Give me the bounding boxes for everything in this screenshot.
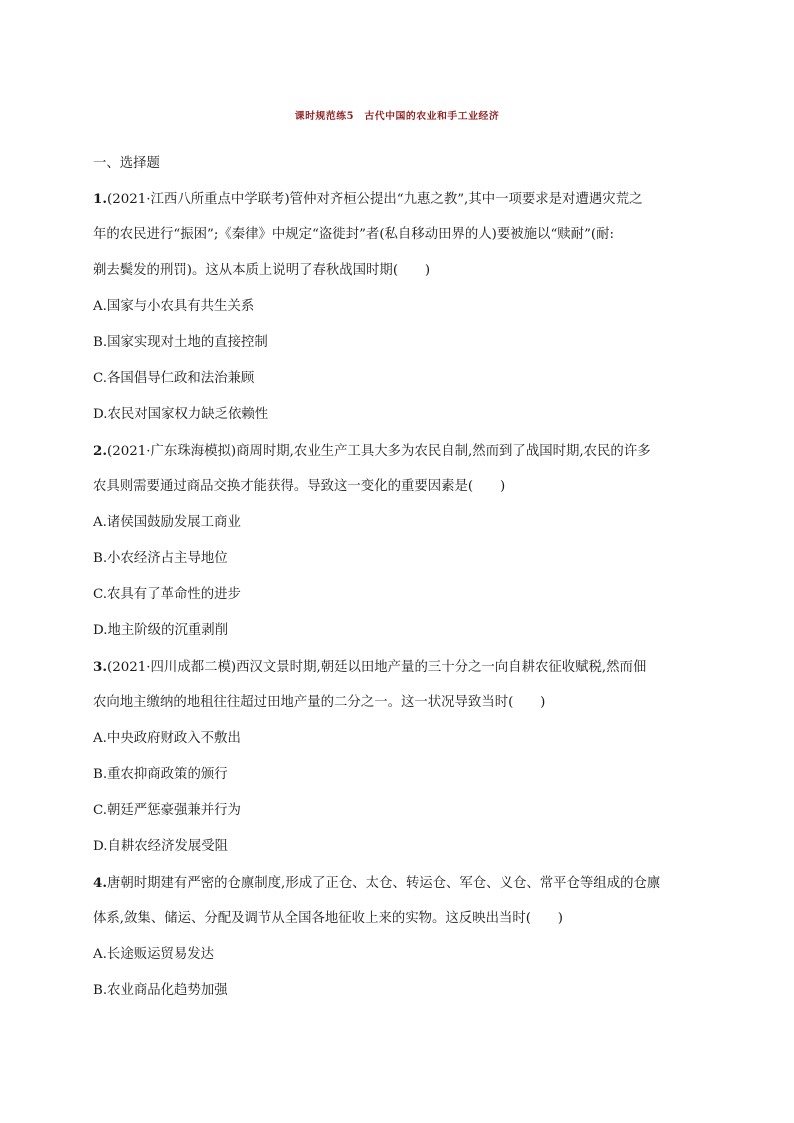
question-4-option-b: B.农业商品化趋势加强 bbox=[93, 983, 228, 998]
question-1-option-b: B.国家实现对土地的直接控制 bbox=[93, 335, 268, 350]
section-heading: 一、选择题 bbox=[93, 156, 160, 171]
question-1-line-2: 年的农民进行“振困”;《秦律》中规定“盗徙封”者(私自移动田界的人)要被施以“赎耐”(耐: bbox=[93, 227, 615, 242]
question-1-option-a: A.国家与小农具有共生关系 bbox=[93, 299, 255, 314]
question-1-option-d: D.农民对国家权力缺乏依赖性 bbox=[93, 407, 269, 422]
question-3-option-d: D.自耕农经济发展受阻 bbox=[93, 839, 229, 854]
document-title: 课时规范练5 古代中国的农业和手工业经济 bbox=[294, 111, 500, 122]
question-number: 1. bbox=[93, 191, 107, 207]
question-text: (2021·四川成都二模)西汉文景时期,朝廷以田地产量的三十分之一向自耕农征收赋税,然而佃 bbox=[106, 660, 647, 675]
question-2-option-b: B.小农经济占主导地位 bbox=[93, 551, 228, 566]
question-1-option-c: C.各国倡导仁政和法治兼顾 bbox=[93, 371, 255, 386]
question-3-option-b: B.重农抑商政策的颁行 bbox=[93, 767, 228, 782]
question-2-option-c: C.农具有了革命性的进步 bbox=[93, 587, 241, 602]
question-2-line-2: 农具则需要通过商品交换才能获得。导致这一变化的重要因素是( ) bbox=[93, 479, 506, 494]
question-1-line-3: 剃去鬓发的刑罚)。这从本质上说明了春秋战国时期( ) bbox=[93, 263, 431, 278]
question-4-line-2: 体系,敛集、储运、分配及调节从全国各地征收上来的实物。这反映出当时( ) bbox=[93, 911, 563, 926]
question-2-line-1 bbox=[93, 441, 651, 462]
question-3-line-1 bbox=[93, 657, 646, 678]
question-text: 唐朝时期建有严密的仓廪制度,形成了正仓、太仓、转运仓、军仓、义仓、常平仓等组成的仓廪 bbox=[106, 876, 661, 891]
question-1-line-1 bbox=[93, 189, 642, 210]
question-text: (2021·江西八所重点中学联考)管仲对齐桓公提出“九惠之教”,其中一项要求是对遭遇灾荒之 bbox=[106, 192, 643, 207]
question-number: 4. bbox=[93, 875, 107, 891]
question-number: 3. bbox=[93, 659, 107, 675]
question-3-option-a: A.中央政府财政入不敷出 bbox=[93, 731, 241, 746]
question-number: 2. bbox=[93, 443, 107, 459]
question-text: (2021·广东珠海模拟)商周时期,农业生产工具大多为农民自制,然而到了战国时期,农民的许多 bbox=[106, 444, 651, 459]
question-3-line-2: 农向地主缴纳的地租往往超过田地产量的二分之一。这一状况导致当时( ) bbox=[93, 695, 546, 710]
question-4-line-1 bbox=[93, 873, 660, 894]
question-3-option-c: C.朝廷严惩豪强兼并行为 bbox=[93, 803, 241, 818]
question-2-option-a: A.诸侯国鼓励发展工商业 bbox=[93, 515, 241, 530]
question-2-option-d: D.地主阶级的沉重剥削 bbox=[93, 623, 229, 638]
question-4-option-a: A.长途贩运贸易发达 bbox=[93, 947, 215, 962]
